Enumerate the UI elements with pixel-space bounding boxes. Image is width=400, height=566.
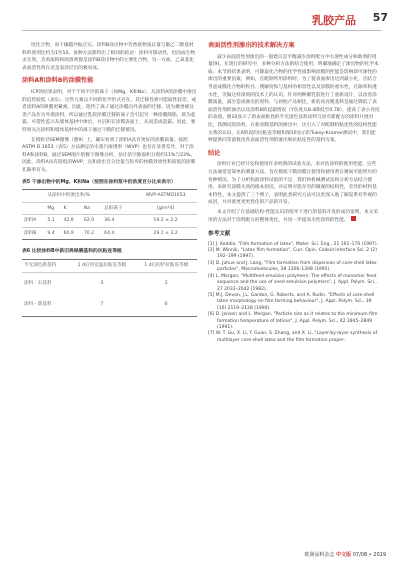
references-heading: 参考文献 [208, 231, 231, 238]
end-mark-icon [351, 216, 356, 221]
paragraph: 度化合物，而干燥越共振正实。涂料B涂出物中劳香族物质总量与聚乙二醇基材料的溶剂比约为1至10。再种方法都得出了相同的结论：涂料可移动性，但因成生物杀生剂，丢看质粉和助溶剂都是涂料B涂出物中的主要化合物。另一方面，乙氧基化表面活性剂在近是表涂层出的极易泳。 [22, 43, 196, 71]
page-footer [305, 551, 386, 558]
page-number: 57 [372, 11, 388, 24]
table-header: 1 d后的炉抗粘连等级 [136, 260, 197, 273]
table-row: 涂料A 5.1 42.9 62.0 36.4 19.2 ± 2.2 [22, 215, 197, 228]
reference-item: [7] W. T. Gu, X. Li, Y. Guan, S. Zhang, and X. Li, "Layer-by-layer synthesis of multilayer core-shell latex and the film formation proper- [208, 331, 378, 343]
table-header: [g/m²d] [134, 202, 197, 215]
reference-list [208, 242, 380, 345]
table-header: Mg [45, 202, 61, 215]
table-5 [22, 189, 197, 240]
left-column [22, 42, 197, 317]
section-heading: 结论 [208, 149, 221, 157]
table-header: 从涂料中的渗出率/% [45, 190, 134, 203]
paragraph: 涂料行业已经开发和使用许多经典的试验方法，来评估涂料的使用性能，这些方法通常是简单的测量方法，旨在模拟干膜涂膜在使用和使用剂在聚间可能经历的各种情况。为了分析构准涂料试验的不足，我们将机械测试法和分析方法结合使用，来研究涂膜失效的根本原因，并证明可能存有的微观的结构性，差异的材料基本特性。本文提供了三个例子，表明此类研究方法可以更深入地了解起系有外观的成因，并对逐更更更优化的产品的开发。 [208, 162, 377, 206]
reference-item: [4] L. Morgan, "Multifeed emulsion polymers: The effects of monomer feed sequence and the use of seed emulsion polymers", J. Appl. Polym. Sci., 27 2033–2042 (1982). [208, 273, 377, 292]
section-heading: 表面活性剂渗出的技术解决方案 [208, 42, 295, 49]
table-header: K [62, 202, 82, 215]
table-header: WVP-ASTMD1653 [134, 190, 197, 203]
table-row: 涂料 - 新基料 7 6 [22, 294, 197, 316]
paragraph: 本文介绍了在基础结构-性能认识的指导下进行的基料开发的成功案例。本文采用的方法对于涂料配方的整体优化，并进一步提高水性涂料的性能。 [208, 209, 379, 224]
paragraph: ICP的结果表明，对于不同平径的离子（如Mg、K和Na），从涂料A的涂膜中渗出的趋势较低（表5）。这些元素以不同的化学形式存在，其迁移性难可能取性较差，或者涂料A的吸膜更紧密。因此，阻挡了离子通过涂膜向外表面的迁移。因为聚香烯这类产品作为外墙涂料，所以通过乳胶涂膜迁移的离子会引起另一种涂膜缺陷，即为起霜。可借性监示从墙体基材中渗出，并沉积在涂膜表面上，从而造成起霜。因此，要特别关注涂料和墙体基材中的离子通过干膜的迁移情况。 [22, 89, 197, 133]
edition-label: 中文版 [336, 552, 352, 558]
reference-item: [3] D. Juhue and J. Lang, "Film formation from dispersion of core-shell latex particles", Macromolecules, 28 1306–1308 (1995). [208, 260, 377, 273]
issue-number: 07/08 • 2019 [352, 552, 386, 558]
paragraph: 在模粒径SEM图像（图9）上，确实看到了涂料A具有更好的涂膜质量。按照ASTM D 1653（表5）方法测定的水蒸汽渗透率（WVP）也存在显著差异，对于涂料A和涂料B，通过SEM图片的数字图像分析，估计的空隙面积分别约11%与23%。因此，涂料A具有较低的WVP，这和涂出百分比值与粒库的快膜效果性和较低的涂膜孔隙率有关。 [22, 137, 196, 173]
table-row: 涂料B 9.4 60.9 70.2 64.4 29.1 ± 3.2 [22, 227, 197, 240]
reference-item: [1] J. Keddie, "Film formation of latex", Mater. Sci. Eng., 21 101–170 (1997). [208, 241, 379, 247]
journal-name: 欧洲涂料杂志 [304, 552, 335, 558]
table-header: 1 d后的室温抗粘连等级 [68, 260, 135, 273]
table-header: 半光深色新基料 [22, 260, 68, 273]
reference-item: [6] D. Jenson and L. Morgan, "Particle size as it relates to the minimum film formation temperature of latices", J. Appl. Polym. Sci., 42 2845–2849 (1991). [208, 312, 378, 330]
table-row: 涂料 - 石基料 3 2 [24, 280, 168, 286]
right-column [208, 42, 380, 344]
reference-item: [5] M.J. Devon, J.L. Gardon, G. Roberts, and A. Rudin, "Effects of core-shell latex morphology on film forming behaviour", J. Appl. Polym. Sci., 39 (10) 2119–2128 (1990). [208, 292, 375, 311]
table-caption: 表6 比较涂料B中新旧亮绿膜基料的抗粘连等级 [22, 249, 122, 255]
table-6 [22, 259, 197, 317]
reference-item: [2] M. Winnik, "Latex film formation", Curr. Opin. Colloid Interface Sci. 2 (2) 192–199 (1997). [208, 248, 377, 260]
paragraph: 减少表面活性剂渗出的一般建议是平衡减少涂料配方中水溶性成分和助剂的用量[9]，在现行的研究中，多种分析方法的结合使用，明确地确定了渗出物的化学本质。本节的结果表明，可降取化合物的化学性质影响涂膜的性能是影响即可渗性的渗出的重要因素，例如，在配制所用涂料时，为了使表面渗出达到最小化，应结合考虑成膜化合物的粒径、搜解度和与基材的相容性以及涂膜的重水性，孔隙率和透水性，笑做这样深刻的技术上的认识，针对两种聚乳胶进行了重新设计，以改善涂膜质量，减少造成渗出的原料，与初始产品相比，新的高亮膜基料是通过降低了表面活性剂的渗出以及涂料B的起霜情况（Y负度从8.4降低至0.78），提高了表小亮度的表现。图10显示了新表面粘性的半光深色基料涂料与涂有新配方的涂料开展对比，我测试的涂料，在新亮膜基料的渗出中，达引入了对配制机粘连性的结构性能关系的认识，在6阶段的抗粘连等级和图10显示的Tukey-Kramer测试中，我们能够提供同等量数改善表面活性剂的渗出和抗粘连性的基料方案。 [208, 54, 380, 144]
section-title: 乳胶产品 [312, 14, 356, 27]
page-header [0, 10, 400, 30]
table-header: 总阳离子 [102, 202, 134, 215]
table-caption: 表5 干渗出物中的Mg、K和Na（按照在涂料浆中的浓度百分比来表示） [22, 179, 176, 185]
header-divider [22, 30, 382, 31]
table-header: Na [82, 202, 102, 215]
section-heading: 涂料A和涂料B的涂膜性能 [22, 77, 94, 85]
